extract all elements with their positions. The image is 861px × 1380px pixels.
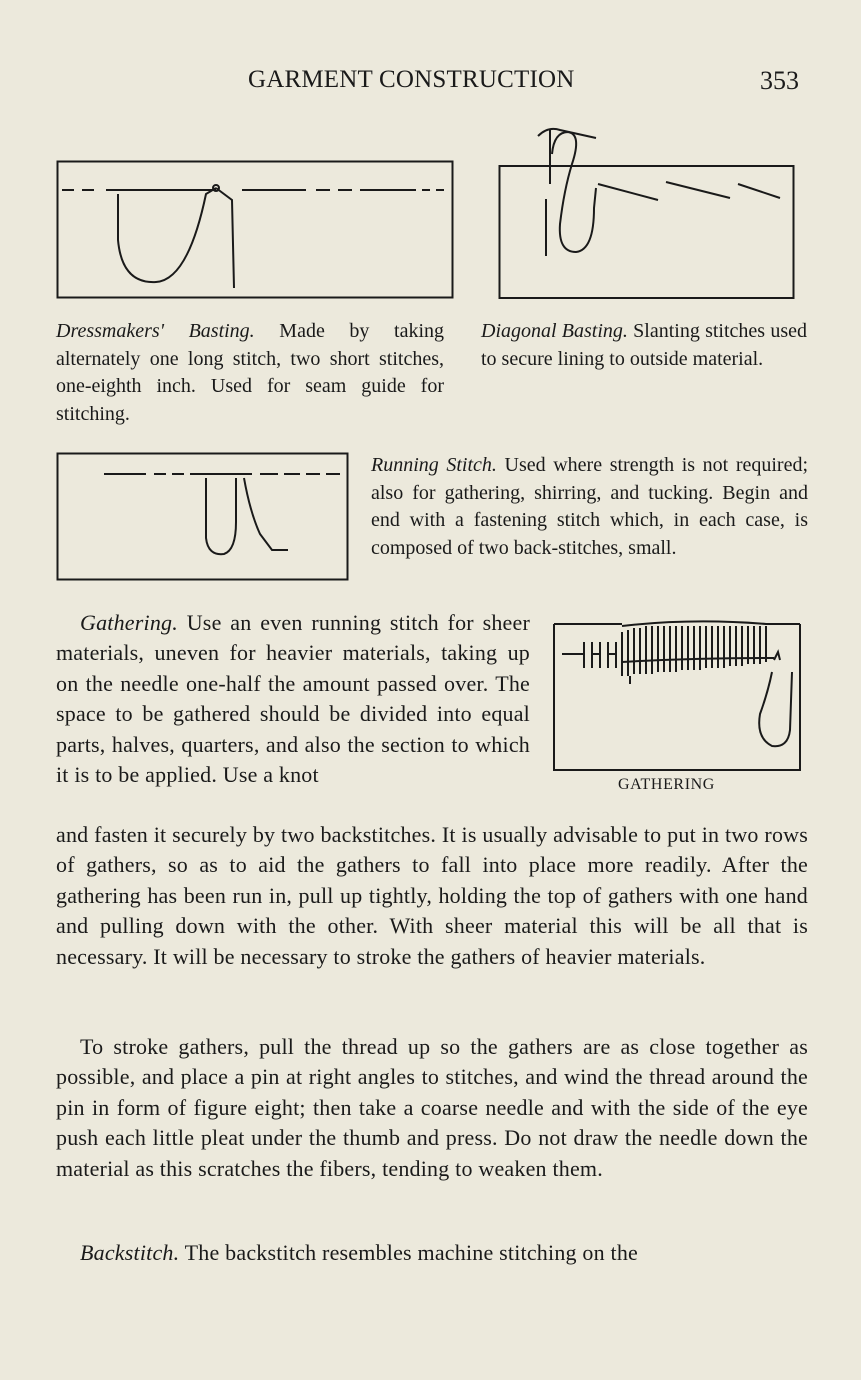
running-stitch-caption — [371, 452, 808, 562]
diagonal-basting-figure — [498, 124, 798, 302]
caption-term: Dressmakers' Basting. — [56, 320, 255, 342]
gathering-text: Use an even running stitch for sheer materials, uneven for heavier materials, taking up on the needle one-half the amount passed over. The space to be gathered should be divided into equal parts, halves, quarters, and also the section to which it is to be applied. Use a knot — [56, 610, 530, 788]
backstitch-term: Backstitch. — [80, 1240, 180, 1265]
caption-text: Made by taking alternately one long stitch, two short stitches, one-eighth inch. Used for seam guide for stitching. — [56, 320, 444, 425]
caption-text: Used where strength is not required; also for gathering, shirring, and tucking. Begin and end with a fastening stitch which, in each case, is composed of two back-stitches, small. — [371, 454, 809, 559]
gathering-term: Gathering. — [80, 610, 178, 635]
gathering-paragraph — [56, 608, 530, 790]
running-stitch-figure — [56, 452, 352, 584]
gathering-figure — [552, 612, 806, 776]
caption-text: Slanting stitches used to secure lining to outside material. — [481, 320, 807, 370]
backstitch-paragraph — [56, 1238, 808, 1268]
caption-term: Running Stitch. — [371, 454, 497, 476]
caption-term: Diagonal Basting. — [481, 320, 628, 342]
dressmakers-basting-figure — [56, 160, 456, 302]
stroke-gathers-text: To stroke gathers, pull the thread up so the gathers are as close together as possible, and place a pin at right angles to stitches, and wind the thread around the pin in form of figure eight; then take a coarse needle and with the side of the eye push each little pleat under the thumb and press. Do not draw the needle down the material as this scratches the fibers, tending to weaken them. — [56, 1034, 808, 1181]
gathering-paragraph-continued — [56, 820, 808, 972]
diagonal-basting-caption — [481, 318, 807, 373]
backstitch-text: The backstitch resembles machine stitching on the — [184, 1240, 638, 1265]
stroke-gathers-paragraph — [56, 1032, 808, 1184]
page-number: 353 — [760, 66, 799, 95]
running-header: GARMENT CONSTRUCTION — [248, 66, 575, 93]
gathering-text-continued: and fasten it securely by two backstitches. It is usually advisable to put in two rows of gathers, so as to aid the gathers to fall into place more readily. After the gathering has been run in, pull up tightly, holding the top of gathers with one hand and pulling down with the other. With sheer material this will be all that is necessary. It will be necessary to stroke the gathers of heavier materials. — [56, 822, 808, 969]
gathering-figure-label: GATHERING — [618, 776, 715, 793]
dressmakers-basting-caption — [56, 318, 444, 428]
